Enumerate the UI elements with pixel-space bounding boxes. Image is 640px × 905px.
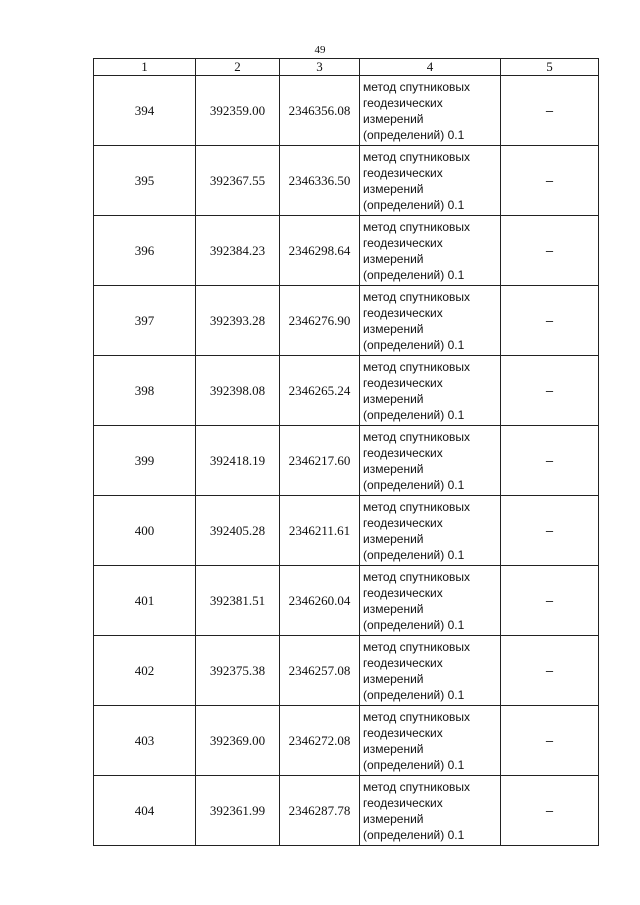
method-description: метод спутниковых геодезических измерений (определений) 0.1	[360, 426, 501, 496]
note-cell: –	[501, 566, 599, 636]
coord-x: 392384.23	[196, 216, 280, 286]
coord-x: 392405.28	[196, 496, 280, 566]
coord-y: 2346257.08	[280, 636, 360, 706]
table-row	[94, 146, 599, 216]
coord-y: 2346356.08	[280, 76, 360, 146]
note-cell: –	[501, 286, 599, 356]
point-number: 394	[94, 76, 196, 146]
coord-y: 2346265.24	[280, 356, 360, 426]
point-number: 401	[94, 566, 196, 636]
header-col-4: 4	[360, 59, 501, 76]
method-description: метод спутниковых геодезических измерений (определений) 0.1	[360, 356, 501, 426]
coord-y: 2346276.90	[280, 286, 360, 356]
point-number: 396	[94, 216, 196, 286]
table-row	[94, 426, 599, 496]
coord-y: 2346336.50	[280, 146, 360, 216]
note-cell: –	[501, 496, 599, 566]
note-cell: –	[501, 776, 599, 846]
coord-x: 392361.99	[196, 776, 280, 846]
page-number: 49	[314, 44, 326, 56]
point-number: 402	[94, 636, 196, 706]
note-cell: –	[501, 216, 599, 286]
point-number: 395	[94, 146, 196, 216]
coord-x: 392393.28	[196, 286, 280, 356]
table-row	[94, 636, 599, 706]
method-description: метод спутниковых геодезических измерений (определений) 0.1	[360, 496, 501, 566]
point-number: 404	[94, 776, 196, 846]
coord-x: 392375.38	[196, 636, 280, 706]
method-description: метод спутниковых геодезических измерений (определений) 0.1	[360, 706, 501, 776]
header-col-2: 2	[196, 59, 280, 76]
method-description: метод спутниковых геодезических измерений (определений) 0.1	[360, 146, 501, 216]
point-number: 398	[94, 356, 196, 426]
table-row	[94, 76, 599, 146]
method-description: метод спутниковых геодезических измерений (определений) 0.1	[360, 216, 501, 286]
header-col-1: 1	[94, 59, 196, 76]
coord-x: 392381.51	[196, 566, 280, 636]
method-description: метод спутниковых геодезических измерений (определений) 0.1	[360, 286, 501, 356]
note-cell: –	[501, 706, 599, 776]
coord-y: 2346298.64	[280, 216, 360, 286]
method-description: метод спутниковых геодезических измерений (определений) 0.1	[360, 76, 501, 146]
note-cell: –	[501, 76, 599, 146]
note-cell: –	[501, 356, 599, 426]
table-row	[94, 776, 599, 846]
table-row	[94, 566, 599, 636]
coord-y: 2346287.78	[280, 776, 360, 846]
table-row	[94, 496, 599, 566]
coord-x: 392418.19	[196, 426, 280, 496]
coord-y: 2346217.60	[280, 426, 360, 496]
coord-x: 392367.55	[196, 146, 280, 216]
point-number: 403	[94, 706, 196, 776]
table-row	[94, 286, 599, 356]
note-cell: –	[501, 426, 599, 496]
table-row	[94, 356, 599, 426]
coord-y: 2346260.04	[280, 566, 360, 636]
note-cell: –	[501, 636, 599, 706]
coord-x: 392398.08	[196, 356, 280, 426]
point-number: 400	[94, 496, 196, 566]
coord-x: 392369.00	[196, 706, 280, 776]
coord-x: 392359.00	[196, 76, 280, 146]
header-col-3: 3	[280, 59, 360, 76]
coord-y: 2346211.61	[280, 496, 360, 566]
table-header-row	[94, 59, 599, 76]
point-number: 397	[94, 286, 196, 356]
header-col-5: 5	[501, 59, 599, 76]
table-row	[94, 706, 599, 776]
method-description: метод спутниковых геодезических измерений (определений) 0.1	[360, 566, 501, 636]
note-cell: –	[501, 146, 599, 216]
table-row	[94, 216, 599, 286]
coord-y: 2346272.08	[280, 706, 360, 776]
method-description: метод спутниковых геодезических измерений (определений) 0.1	[360, 776, 501, 846]
point-number: 399	[94, 426, 196, 496]
coordinates-table	[93, 58, 599, 846]
method-description: метод спутниковых геодезических измерений (определений) 0.1	[360, 636, 501, 706]
